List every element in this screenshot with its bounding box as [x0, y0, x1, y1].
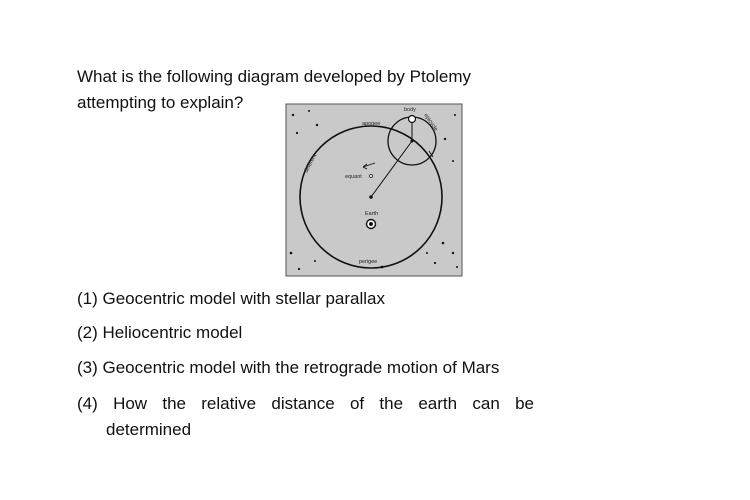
label-perigee: perigee	[359, 259, 378, 265]
label-earth: Earth	[365, 211, 379, 217]
body-marker	[409, 116, 416, 123]
option-1: (1) Geocentric model with stellar parallax	[77, 289, 386, 308]
option-4-line-2: determined	[106, 420, 192, 439]
option-4-line-1: (4) How the relative distance of the earth can be	[77, 394, 534, 413]
ptolemy-diagram	[285, 103, 463, 277]
ptolemy-diagram-svg	[285, 103, 463, 277]
equant-marker	[370, 175, 373, 178]
option-2: (2) Heliocentric model	[77, 323, 243, 342]
label-equant: equant	[345, 174, 362, 180]
option-4	[77, 391, 547, 443]
label-body: body	[404, 107, 416, 113]
question-line-1: What is the following diagram developed by Ptolemy	[77, 67, 472, 86]
epicycle-center	[410, 139, 413, 142]
label-apogee: apogee	[362, 121, 381, 127]
label-deferent: deferent	[303, 153, 319, 174]
perigee-marker	[381, 266, 384, 269]
deferent-center	[369, 195, 373, 199]
label-epicycle: epicycle	[422, 112, 439, 133]
option-3: (3) Geocentric model with the retrograde motion of Mars	[77, 358, 500, 377]
question-line-2: attempting to explain?	[77, 93, 244, 112]
